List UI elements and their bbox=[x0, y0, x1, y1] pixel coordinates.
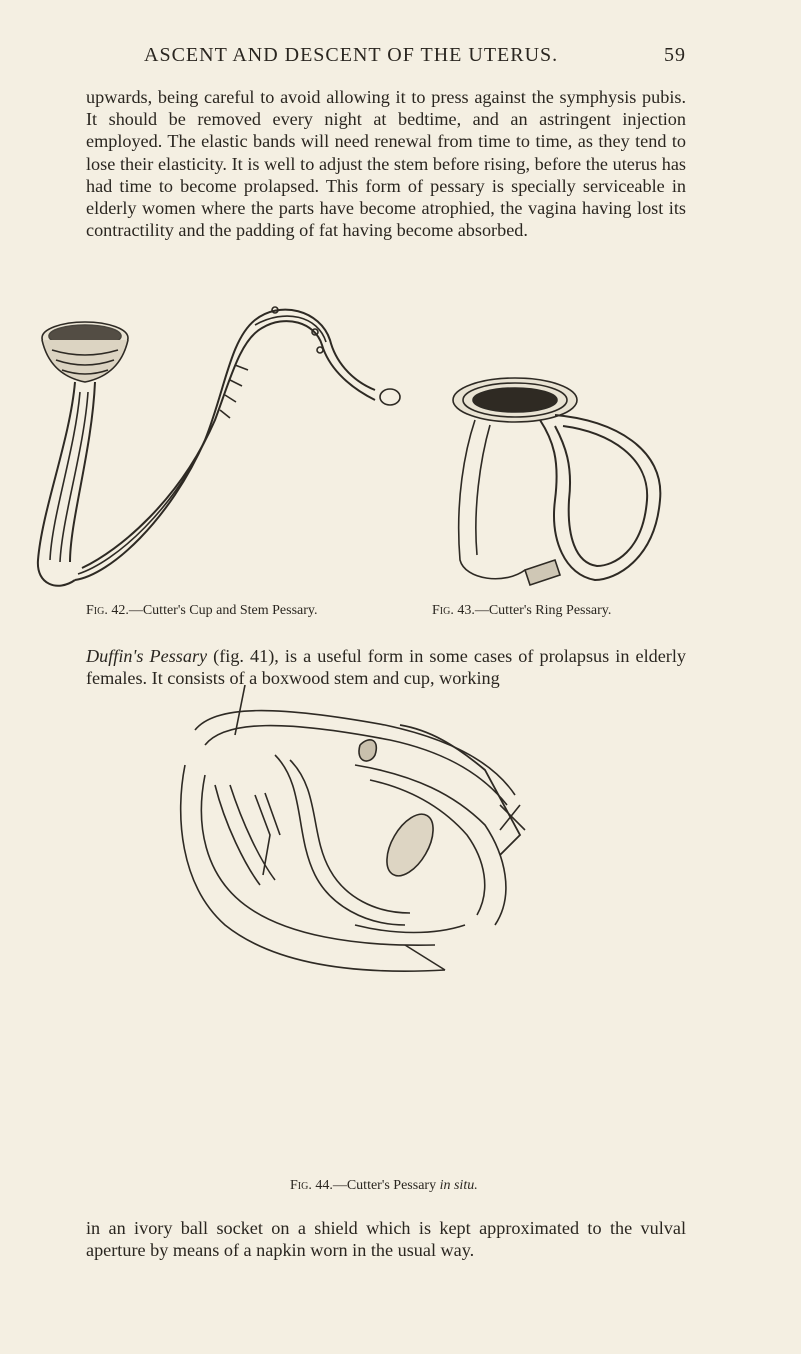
paragraph-duffins-pessary bbox=[86, 645, 686, 689]
fig-44-caption-text: —Cutter's Pessary bbox=[332, 1178, 440, 1193]
fig-43-label: Fig. 43. bbox=[432, 603, 475, 618]
running-header bbox=[86, 44, 686, 74]
fig-42-caption-text: —Cutter's Cup and Stem Pessary. bbox=[128, 603, 318, 618]
fig-44-label: Fig. 44. bbox=[290, 1178, 333, 1193]
duffins-pessary-term: Duffin's Pessary bbox=[86, 646, 208, 666]
paragraph-2-text bbox=[86, 645, 686, 689]
page-number: 59 bbox=[664, 44, 686, 66]
paragraph-2-body: (fig. 41), is a useful form in some cases of prolapsus in elderly females. It consists of a boxwood stem and cup, working bbox=[86, 646, 686, 689]
paragraph-1-text: upwards, being careful to avoid allowing it to press against the symphysis pubis. It should be removed every night at bedtime, and an astringent injection employed. The elastic bands will need renewal from time to time, as they tend to lose their elasticity. It is well to adjust the stem before rising, before the uterus has had time to become prolapsed. This form of pessary is specially serviceable in elderly women where the parts have become atrophied, the vagina having lost its contractility and the padding of fat having become absorbed. bbox=[86, 87, 686, 241]
fig-42-caption bbox=[86, 603, 318, 619]
fig-44-caption bbox=[290, 1178, 478, 1194]
paragraph-continuation-2 bbox=[86, 1217, 686, 1261]
paragraph-continuation bbox=[86, 86, 686, 241]
fig-42-label: Fig. 42. bbox=[86, 603, 129, 618]
fig-43-caption bbox=[432, 603, 611, 619]
fig-43-caption-text: —Cutter's Ring Pessary. bbox=[474, 603, 612, 618]
running-title: ASCENT AND DESCENT OF THE UTERUS. bbox=[144, 44, 559, 66]
paragraph-3-text: in an ivory ball socket on a shield which is kept approximated to the vulval aperture by means of a napkin worn in the usual way. bbox=[86, 1218, 686, 1261]
fig-42-cup-stem-pessary-illustration bbox=[30, 300, 415, 590]
fig-43-ring-pessary-illustration bbox=[445, 360, 695, 600]
fig-44-caption-italic: in situ. bbox=[439, 1178, 478, 1193]
fig-44-pessary-in-situ-illustration bbox=[155, 685, 635, 975]
